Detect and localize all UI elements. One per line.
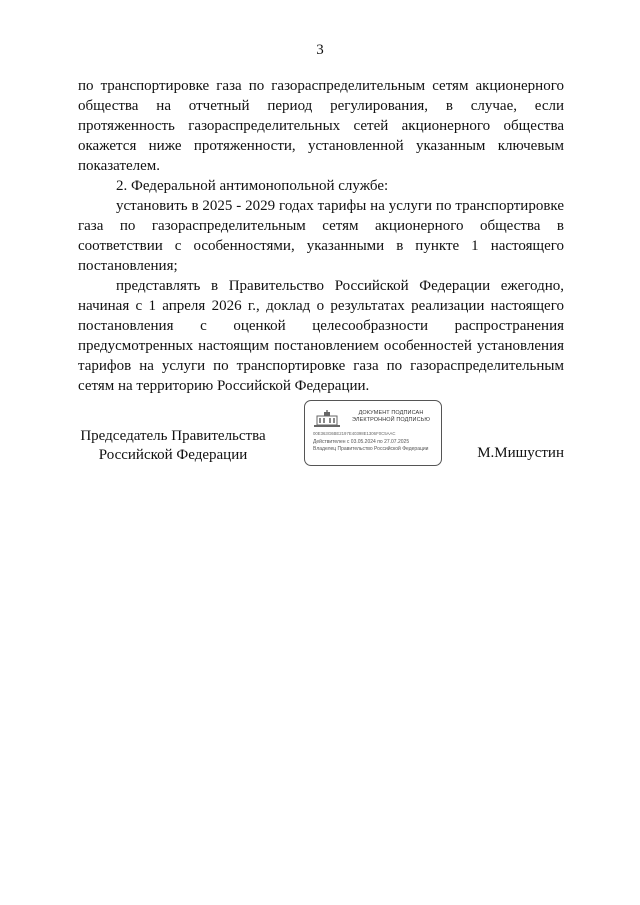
document-body (78, 76, 564, 396)
signatory-title-line2: Российской Федерации (98, 447, 248, 463)
signature-block (78, 400, 564, 472)
signatory-name: М.Мишустин (477, 445, 564, 461)
stamp-owner: Владелец Правительство Российской Федерации (313, 446, 429, 452)
stamp-heading-line1: ДОКУМЕНТ ПОДПИСАН (358, 410, 424, 416)
signatory-title (78, 427, 268, 465)
page-number: 3 (316, 42, 324, 58)
paragraph-p1: по транспортировке газа по газораспределительным сетям акционерного общества на отчетный период регулирования, в случае, если протяженность газораспределительных сетей акционерного общества окажется ниже протяженности, установленной указанным ключевым показателем. (78, 78, 564, 174)
signatory-title-line1: Председатель Правительства (80, 428, 266, 444)
paragraph-p4: представлять в Правительство Российской Федерации ежегодно, начиная с 1 апреля 2026 г., доклад о результатах реализации настоящего постановления с оценкой целесообразности распространения предусмотренных настоящим постановлением особенностей установления тарифов на услуги по транспортировке газа по газораспределительным сетям на территорию Российской Федерации. (78, 278, 564, 394)
stamp-heading-line2: ЭЛЕКТРОННОЙ ПОДПИСЬЮ (351, 417, 431, 423)
paragraph-p3: установить в 2025 - 2029 годах тарифы на услуги по транспортировке газа по газораспределительным сетям акционерного общества в соответствии с особенностями, указанными в пункте 1 настоящего постановления; (78, 198, 564, 274)
government-building-icon (313, 410, 341, 428)
electronic-signature-stamp (304, 400, 442, 466)
stamp-heading (347, 410, 435, 424)
stamp-serial: 00E363G6BE2197E40398E1306F0C5AAC (313, 431, 396, 436)
paragraph-p2: 2. Федеральной антимонопольной службе: (116, 178, 389, 194)
stamp-validity: Действителен с 03.05.2024 по 27.07.2025 (313, 439, 410, 445)
